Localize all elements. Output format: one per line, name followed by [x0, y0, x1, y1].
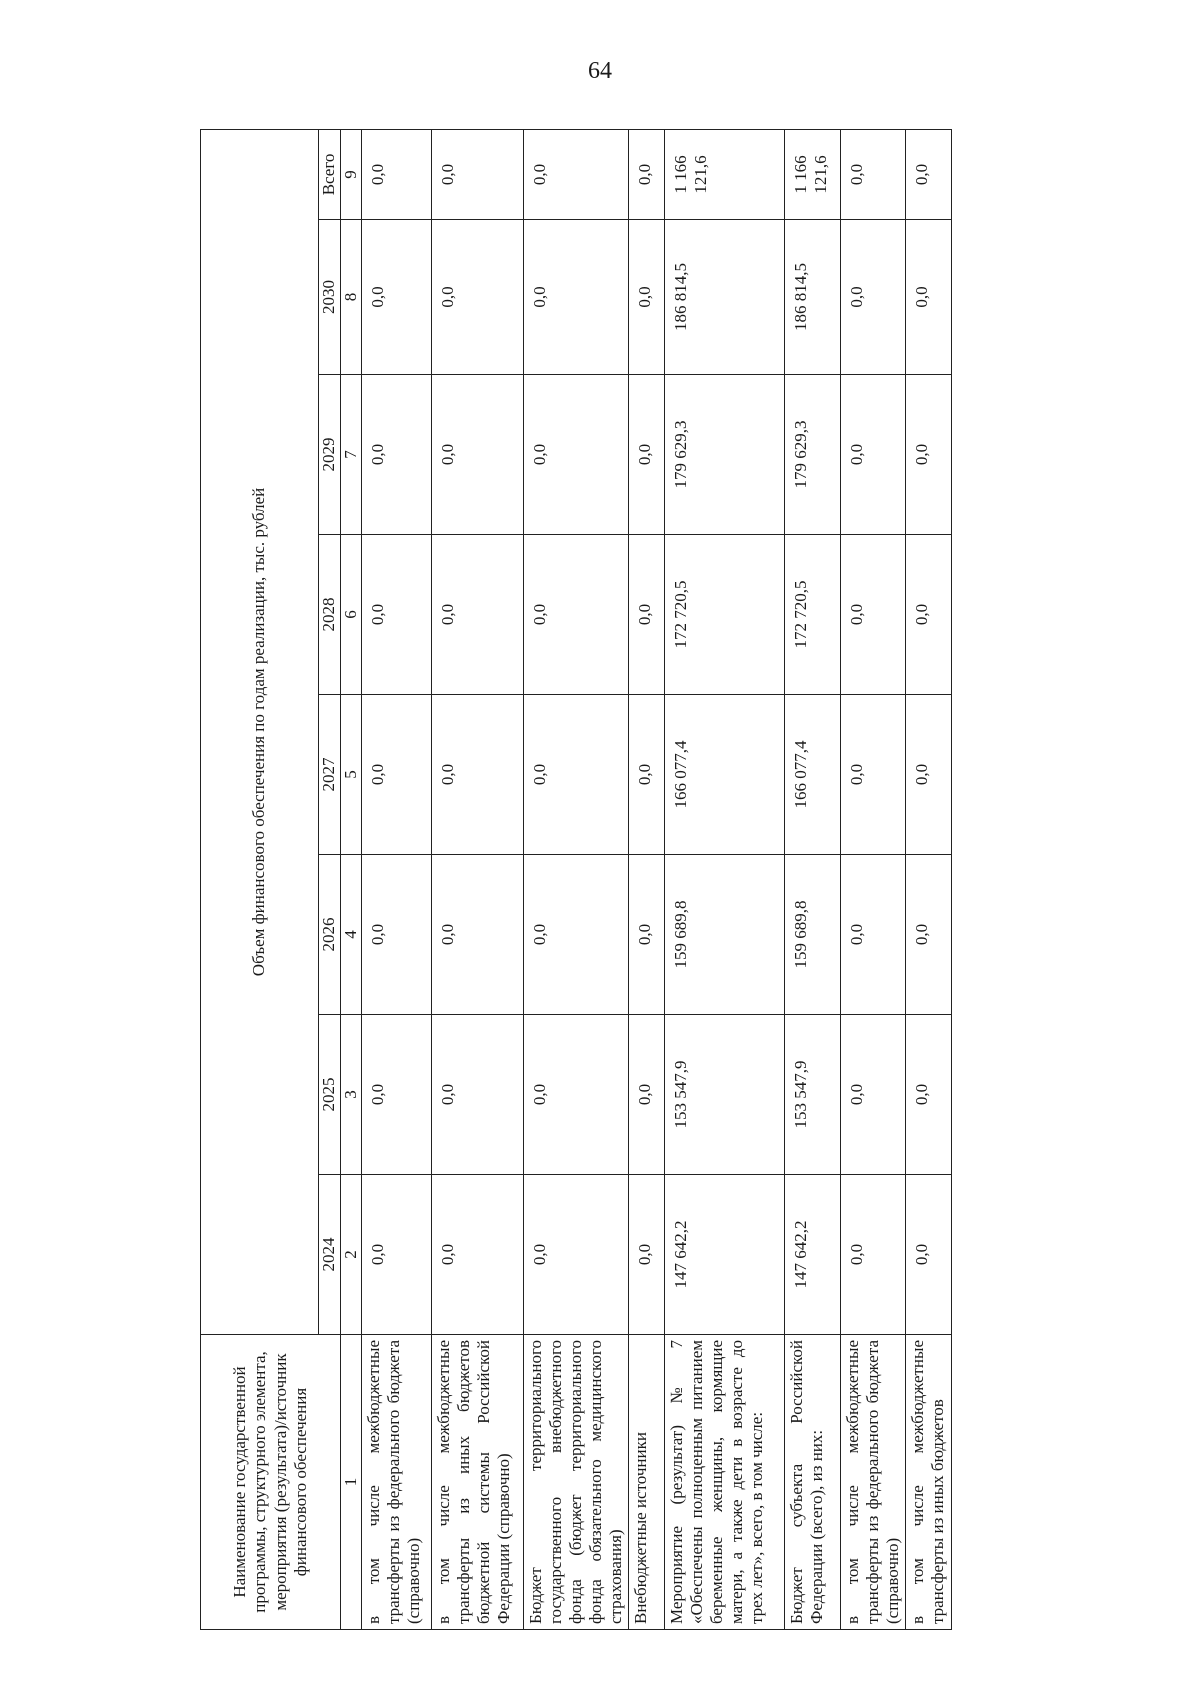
row-value: 172 720,5 [785, 535, 841, 695]
row-value: 0,0 [841, 855, 906, 1015]
year-header: 2025 [319, 1015, 341, 1175]
row-value: 0,0 [906, 695, 951, 855]
column-index: 4 [341, 855, 362, 1015]
year-header: 2027 [319, 695, 341, 855]
row-name: Бюджет территориального государственного внебюджетного фонда (бюджет территориального фонда обязательного медицинского страхования) [524, 1335, 629, 1630]
row-value: 0,0 [841, 1015, 906, 1175]
row-value: 0,0 [432, 129, 524, 219]
row-value: 0,0 [362, 1015, 432, 1175]
row-value: 0,0 [906, 220, 951, 375]
row-value: 0,0 [362, 535, 432, 695]
row-value: 0,0 [906, 375, 951, 535]
row-value: 0,0 [524, 129, 629, 219]
row-name: Мероприятие (результат) № 7 «Обеспечены полноценным питанием беременные женщины, кормящие матери, а также дети в возрасте до трех лет», всего, в том числе: [665, 1335, 785, 1630]
row-value: 0,0 [629, 375, 665, 535]
row-value: 0,0 [906, 1175, 951, 1335]
row-value: 166 077,4 [665, 695, 785, 855]
row-value: 159 689,8 [665, 855, 785, 1015]
row-value: 0,0 [362, 375, 432, 535]
row-value: 179 629,3 [665, 375, 785, 535]
row-value: 0,0 [906, 855, 951, 1015]
column-index: 7 [341, 375, 362, 535]
row-value: 0,0 [524, 695, 629, 855]
row-value: 0,0 [524, 535, 629, 695]
row-value: 0,0 [362, 695, 432, 855]
row-value: 0,0 [841, 129, 906, 219]
column-index: 9 [341, 129, 362, 219]
row-value: 0,0 [841, 375, 906, 535]
column-index: 6 [341, 535, 362, 695]
row-value: 0,0 [524, 375, 629, 535]
row-name: в том числе межбюджетные трансферты из федерального бюджета (справочно) [841, 1335, 906, 1630]
row-value: 0,0 [432, 375, 524, 535]
table-row [841, 129, 906, 1629]
row-name: в том числе межбюджетные трансферты из иных бюджетов [906, 1335, 951, 1630]
row-value: 0,0 [629, 129, 665, 219]
row-value: 0,0 [432, 695, 524, 855]
row-value: 1 166 121,6 [785, 129, 841, 219]
row-value: 0,0 [629, 535, 665, 695]
row-value: 0,0 [432, 855, 524, 1015]
row-value: 0,0 [362, 1175, 432, 1335]
row-value: 0,0 [432, 220, 524, 375]
row-value: 0,0 [524, 855, 629, 1015]
row-value: 0,0 [432, 1015, 524, 1175]
year-header: 2029 [319, 375, 341, 535]
column-index: 5 [341, 695, 362, 855]
row-value: 153 547,9 [665, 1015, 785, 1175]
table-row [362, 129, 432, 1629]
row-value: 186 814,5 [785, 220, 841, 375]
row-name: в том числе межбюджетные трансферты из федерального бюджета (справочно) [362, 1335, 432, 1630]
table-row [524, 129, 629, 1629]
year-header: 2028 [319, 535, 341, 695]
table-header [201, 129, 362, 1629]
column-index: 8 [341, 220, 362, 375]
row-value: 0,0 [524, 220, 629, 375]
row-value: 0,0 [432, 1175, 524, 1335]
table-wrapper [200, 130, 948, 1630]
row-value: 0,0 [629, 220, 665, 375]
row-value: 153 547,9 [785, 1015, 841, 1175]
year-header: 2024 [319, 1175, 341, 1335]
table-row [785, 129, 841, 1629]
index-row [341, 129, 362, 1629]
table-row [629, 129, 665, 1629]
table-body [362, 129, 951, 1629]
column-index: 3 [341, 1015, 362, 1175]
financing-table [200, 129, 952, 1630]
row-value: 0,0 [841, 535, 906, 695]
row-value: 0,0 [629, 695, 665, 855]
financing-group-header: Объем финансового обеспечения по годам реализации, тыс. рублей [201, 129, 319, 1334]
row-value: 0,0 [906, 129, 951, 219]
name-column-header: Наименование государственной программы, структурного элемента, мероприятия (результата)/источник финансового обеспечения [201, 1335, 341, 1630]
table-row [906, 129, 951, 1629]
row-value: 1 166 121,6 [665, 129, 785, 219]
row-value: 0,0 [841, 1175, 906, 1335]
page-number: 64 [588, 58, 612, 84]
row-value: 147 642,2 [785, 1175, 841, 1335]
row-value: 172 720,5 [665, 535, 785, 695]
row-name: Внебюджетные источники [629, 1335, 665, 1630]
row-name: Бюджет субъекта Российской Федерации (всего), из них: [785, 1335, 841, 1630]
row-value: 0,0 [906, 1015, 951, 1175]
row-value: 0,0 [362, 220, 432, 375]
row-value: 0,0 [629, 855, 665, 1015]
row-value: 0,0 [362, 855, 432, 1015]
row-value: 0,0 [629, 1175, 665, 1335]
year-header: 2030 [319, 220, 341, 375]
row-value: 179 629,3 [785, 375, 841, 535]
row-value: 0,0 [362, 129, 432, 219]
row-value: 0,0 [524, 1175, 629, 1335]
row-value: 0,0 [432, 535, 524, 695]
row-value: 0,0 [841, 220, 906, 375]
row-value: 0,0 [841, 695, 906, 855]
row-value: 0,0 [524, 1015, 629, 1175]
table-row [432, 129, 524, 1629]
column-index: 2 [341, 1175, 362, 1335]
row-value: 186 814,5 [665, 220, 785, 375]
row-value: 0,0 [629, 1015, 665, 1175]
year-header: Всего [319, 129, 341, 219]
table-row [665, 129, 785, 1629]
column-index: 1 [341, 1335, 362, 1630]
row-name: в том числе межбюджетные трансферты из иных бюджетов бюджетной системы Российской Федерации (справочно) [432, 1335, 524, 1630]
row-value: 166 077,4 [785, 695, 841, 855]
row-value: 159 689,8 [785, 855, 841, 1015]
year-header: 2026 [319, 855, 341, 1015]
row-value: 0,0 [906, 535, 951, 695]
row-value: 147 642,2 [665, 1175, 785, 1335]
